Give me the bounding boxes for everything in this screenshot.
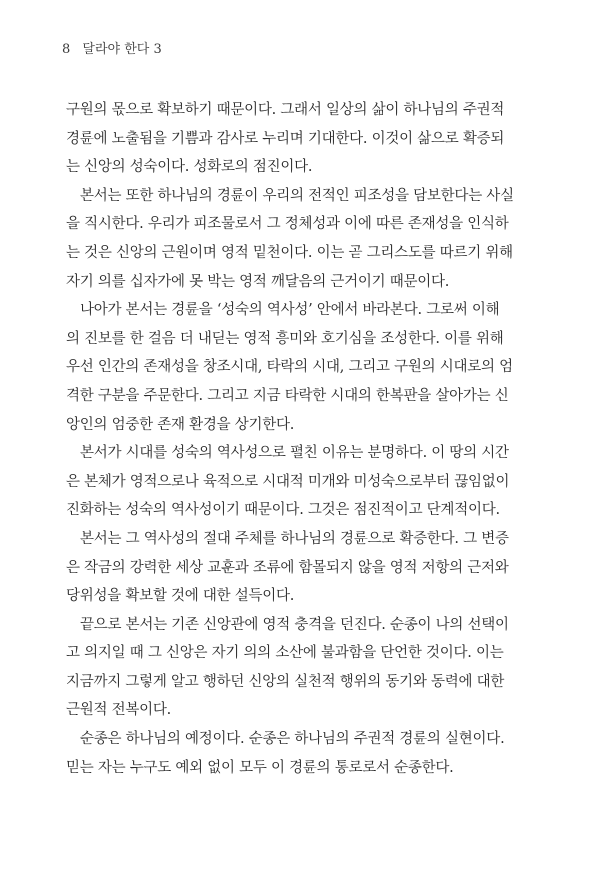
- text-line: 앙인의 엄중한 존재 환경을 상기한다.: [66, 416, 295, 433]
- text-line: 고 의지일 때 그 신앙은 자기 의의 소산에 불과함을 단언한 것이다. 이는: [66, 645, 504, 662]
- text-line: 구원의 몫으로 확보하기 때문이다. 그래서 일상의 삶이 하나님의 주권적: [66, 102, 505, 118]
- paragraph-first-line: 본서는 그 역사성의 절대 주체를 하나님의 경륜으로 확증한다. 그 변증: [80, 530, 509, 547]
- text-line: 자기 의를 십자가에 못 박는 영적 깨달음의 근거이기 때문이다.: [66, 273, 450, 290]
- text-line: 는 것은 신앙의 근원이며 영적 밑천이다. 이는 곧 그리스도를 따르기 위해: [66, 244, 513, 261]
- text-line: 은 본체가 영적으로나 육적으로 시대적 미개와 미성숙으로부터 끊임없이: [66, 473, 510, 490]
- page-number: 8: [62, 42, 71, 57]
- text-line: 믿는 자는 누구도 예외 없이 모두 이 경륜의 통로로서 순종한다.: [66, 759, 454, 776]
- text-line: 의 진보를 한 걸음 더 내딛는 영적 흥미와 호기심을 조성한다. 이를 위해: [66, 330, 504, 347]
- running-header: [62, 38, 162, 57]
- book-title: 달라야 한다 3: [82, 42, 162, 57]
- text-line: 는 신앙의 성숙이다. 성화로의 점진이다.: [66, 159, 313, 176]
- text-line: 격한 구분을 주문한다. 그리고 지금 타락한 시대의 한복판을 살아가는 신: [66, 387, 509, 404]
- body-text: [66, 96, 540, 782]
- text-line: 지금까지 그렇게 알고 행하던 신앙의 실천적 행위의 동기와 동력에 대한: [66, 673, 505, 690]
- paragraph-first-line: 끝으로 본서는 기존 신앙관에 영적 충격을 던진다. 순종이 나의 선택이: [80, 616, 509, 633]
- text-line: 우선 인간의 존재성을 창조시대, 타락의 시대, 그리고 구원의 시대로의 엄: [66, 359, 513, 376]
- text-line: 경륜에 노출됨을 기쁨과 감사로 누리며 기대한다. 이것이 삶으로 확증되: [66, 130, 505, 147]
- paragraph-first-line: 본서는 또한 하나님의 경륜이 우리의 전적인 피조성을 담보한다는 사실: [80, 187, 514, 204]
- paragraph-first-line: 순종은 하나님의 예정이다. 순종은 하나님의 주권적 경륜의 실현이다.: [80, 731, 505, 748]
- text-line: 진화하는 성숙의 역사성이기 때문이다. 그것은 점진적이고 단계적이다.: [66, 502, 500, 519]
- paragraph-first-line: 나아가 본서는 경륜을 ‘성숙의 역사성’ 안에서 바라본다. 그로써 이해: [80, 302, 500, 319]
- paragraph-first-line: 본서가 시대를 성숙의 역사성으로 펼친 이유는 분명하다. 이 땅의 시간: [80, 445, 509, 462]
- text-line: 당위성을 확보할 것에 대한 설득이다.: [66, 588, 295, 605]
- text-line: 근원적 전복이다.: [66, 702, 172, 719]
- text-line: 을 직시한다. 우리가 피조물로서 그 정체성과 이에 따른 존재성을 인식하: [66, 216, 509, 233]
- text-line: 은 작금의 강력한 세상 교훈과 조류에 함몰되지 않을 영적 저항의 근저와: [66, 559, 509, 576]
